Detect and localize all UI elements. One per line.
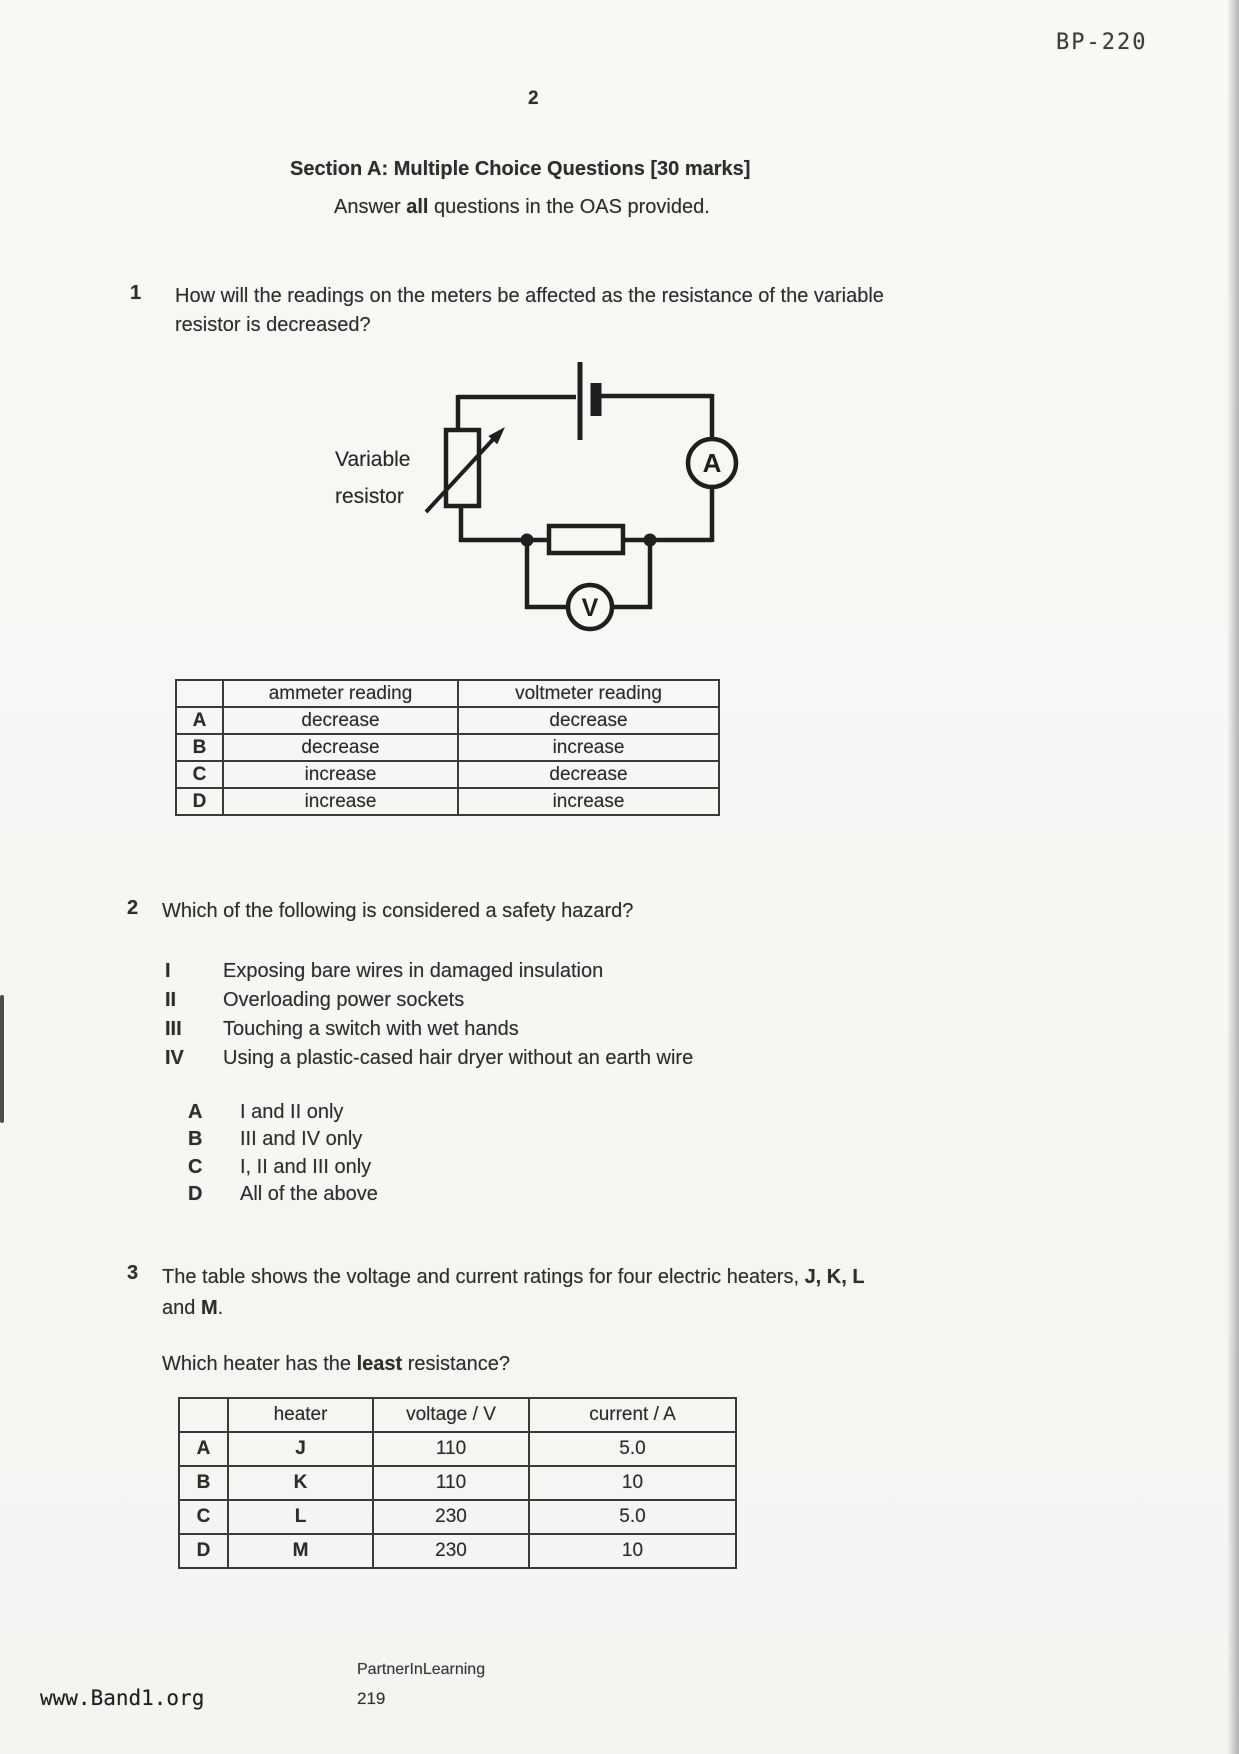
table-header-row	[176, 680, 719, 707]
table-row	[176, 788, 719, 815]
option-label: D	[176, 788, 223, 815]
variable-resistor-label-line2: resistor	[335, 485, 404, 508]
table-cell: increase	[458, 734, 719, 761]
option-text: I and II only	[240, 1101, 344, 1123]
option-label: C	[179, 1500, 228, 1534]
heater-cell: L	[228, 1500, 373, 1534]
voltage-cell: 230	[373, 1500, 529, 1534]
voltage-cell: 230	[373, 1534, 529, 1568]
page-number: 2	[528, 88, 539, 109]
voltage-header: voltage / V	[373, 1398, 529, 1432]
q3-text-line1	[162, 1262, 865, 1293]
q3-line2-post: .	[217, 1297, 224, 1319]
variable-resistor-label	[335, 441, 411, 515]
option-item	[188, 1181, 378, 1208]
option-label: D	[179, 1534, 228, 1568]
q3-line2-bold: M	[200, 1297, 218, 1319]
option-label: C	[176, 761, 223, 788]
option-letter: D	[188, 1183, 203, 1206]
statement-numeral: II	[165, 989, 177, 1011]
statement-item	[165, 957, 693, 986]
statement-numeral: IV	[165, 1047, 184, 1069]
option-item	[188, 1154, 378, 1181]
option-text: III and IV only	[240, 1128, 363, 1151]
q2-number: 2	[127, 897, 139, 919]
statement-numeral: III	[165, 1018, 182, 1040]
q1-answer-table	[175, 679, 720, 816]
statement-text: Exposing bare wires in damaged insulation	[223, 960, 604, 982]
q3-line1-bold: J, K, L	[804, 1266, 865, 1288]
table-cell: decrease	[223, 707, 458, 734]
table-row	[176, 707, 719, 734]
statement-text: Using a plastic-cased hair dryer without an earth wire	[223, 1047, 694, 1069]
option-letter: B	[188, 1128, 203, 1151]
table-row	[179, 1432, 736, 1466]
table-row	[179, 1466, 736, 1500]
option-label: B	[179, 1466, 228, 1500]
q3-question	[162, 1349, 510, 1380]
variable-resistor-symbol	[446, 430, 479, 506]
table-cell: increase	[223, 788, 458, 815]
heater-header: heater	[228, 1398, 373, 1432]
q3-text-line2	[162, 1293, 865, 1324]
q3-ratings-table	[178, 1397, 737, 1569]
paper-code: BP-220	[1056, 30, 1148, 55]
instruction-bold: all	[406, 196, 429, 218]
statement-item	[165, 1044, 693, 1073]
table-cell: decrease	[223, 734, 458, 761]
statement-item	[165, 986, 693, 1015]
variable-resistor-label-line1: Variable	[335, 448, 411, 471]
q3-text	[162, 1262, 865, 1324]
table-cell: decrease	[458, 707, 719, 734]
table-cell: increase	[458, 788, 719, 815]
battery-short-plate-icon	[591, 383, 602, 416]
scan-edge-shadow	[1227, 0, 1239, 1754]
table-row	[176, 761, 719, 788]
statement-text: Touching a switch with wet hands	[223, 1018, 519, 1040]
ammeter-reading-header: ammeter reading	[223, 680, 458, 707]
resistor-symbol	[549, 526, 623, 553]
option-label: B	[176, 734, 223, 761]
voltage-cell: 110	[373, 1466, 529, 1500]
section-title: Section A: Multiple Choice Questions [30 marks]	[290, 158, 751, 180]
statement-text: Overloading power sockets	[223, 989, 465, 1011]
table-cell: decrease	[458, 761, 719, 788]
q3-question-post: resistance?	[402, 1353, 510, 1375]
footer-page-reference: 219	[357, 1689, 386, 1708]
option-text: I, II and III only	[240, 1155, 372, 1178]
current-cell: 5.0	[529, 1500, 736, 1534]
statement-item	[165, 1015, 693, 1044]
section-instruction	[334, 196, 710, 219]
voltmeter-label: V	[581, 594, 599, 622]
option-letter: C	[188, 1155, 203, 1178]
current-cell: 10	[529, 1466, 736, 1500]
voltmeter-reading-header: voltmeter reading	[458, 680, 719, 707]
option-item	[188, 1126, 378, 1153]
table-row	[179, 1500, 736, 1534]
table-cell	[176, 680, 223, 707]
table-row	[179, 1534, 736, 1568]
scan-edge-artifact	[0, 995, 4, 1123]
statement-numeral: I	[165, 960, 171, 982]
current-cell: 10	[529, 1534, 736, 1568]
q3-number: 3	[127, 1262, 139, 1284]
option-item	[188, 1099, 378, 1126]
q3-line1-pre: The table shows the voltage and current ratings for four electric heaters,	[162, 1266, 805, 1288]
current-cell: 5.0	[529, 1432, 736, 1466]
instruction-post: questions in the OAS provided.	[428, 196, 710, 218]
q2-options	[188, 1099, 378, 1209]
option-text: All of the above	[240, 1183, 378, 1206]
q3-question-bold: least	[356, 1353, 403, 1375]
option-label: A	[179, 1432, 228, 1466]
table-header-row	[179, 1398, 736, 1432]
ammeter-label: A	[702, 448, 722, 478]
q1-text-line1: How will the readings on the meters be affected as the resistance of the variable	[175, 285, 884, 307]
footer-website: www.Band1.org	[40, 1686, 205, 1710]
table-row	[176, 734, 719, 761]
current-header: current / A	[529, 1398, 736, 1432]
option-letter: A	[188, 1101, 203, 1123]
q1-number: 1	[130, 282, 142, 304]
q1-text	[175, 282, 884, 340]
footer-brand: PartnerInLearning	[357, 1661, 486, 1678]
heater-cell: M	[228, 1534, 373, 1568]
q2-statements	[165, 957, 693, 1073]
voltage-cell: 110	[373, 1432, 529, 1466]
table-cell	[179, 1398, 228, 1432]
q2-text: Which of the following is considered a safety hazard?	[162, 900, 634, 922]
table-cell: increase	[223, 761, 458, 788]
heater-cell: J	[228, 1432, 373, 1466]
q3-question-pre: Which heater has the	[162, 1353, 357, 1375]
heater-cell: K	[228, 1466, 373, 1500]
instruction-pre: Answer	[334, 196, 407, 218]
option-label: A	[176, 707, 223, 734]
q1-text-line2: resistor is decreased?	[175, 314, 371, 336]
q3-line2-pre: and	[162, 1297, 201, 1319]
